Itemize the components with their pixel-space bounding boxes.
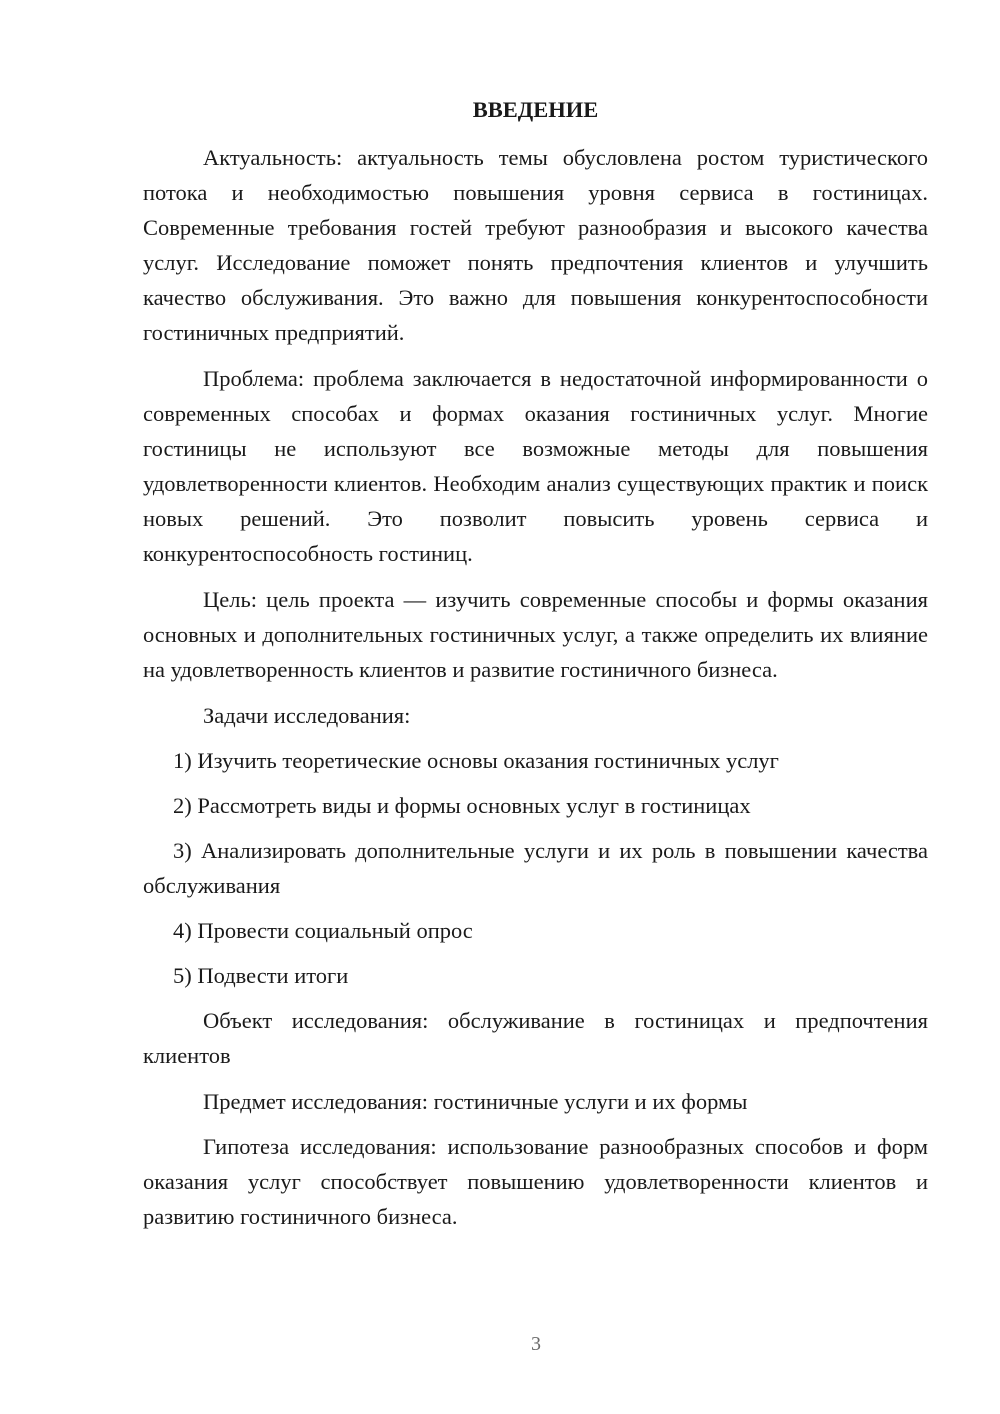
hypothesis-paragraph: Гипотеза исследования: использование разнообразных способов и форм оказания услуг способствует повышению удовлетворенности клиентов и развитию гостиничного бизнеса.	[143, 1134, 928, 1229]
research-object-paragraph: Объект исследования: обслуживание в гостиницах и предпочтения клиентов	[143, 1008, 928, 1068]
document-page	[143, 94, 928, 1245]
tasks-list	[143, 743, 928, 993]
problem-paragraph: Проблема: проблема заключается в недостаточной информированности о современных способах и формах оказания гостиничных услуг. Многие гостиницы не используют все возможные методы для повышения удовлетворенности клиентов. Необходим анализ существующих практик и поиск новых решений. Это позволит повысить уровень сервиса и конкурентоспособность гостиниц.	[143, 366, 928, 566]
list-item: 2) Рассмотреть виды и формы основных услуг в гостиницах	[173, 793, 751, 818]
page-number: 3	[531, 1333, 541, 1355]
list-item: 5) Подвести итоги	[173, 963, 349, 988]
list-item: 3) Анализировать дополнительные услуги и их роль в повышении качества обслуживания	[143, 838, 928, 898]
tasks-heading: Задачи исследования:	[203, 703, 411, 728]
list-item: 4) Провести социальный опрос	[173, 918, 473, 943]
goal-paragraph: Цель: цель проекта — изучить современные способы и формы оказания основных и дополнительных гостиничных услуг, а также определить их влияние на удовлетворенность клиентов и развитие гостиничного бизнеса.	[143, 587, 928, 682]
research-subject-paragraph: Предмет исследования: гостиничные услуги и их формы	[203, 1089, 748, 1114]
relevance-paragraph: Актуальность: актуальность темы обусловлена ростом туристического потока и необходимостью повышения уровня сервиса в гостиницах. Современные требования гостей требуют разнообразия и высокого качества услуг. Исследование поможет понять предпочтения клиентов и улучшить качество обслуживания. Это важно для повышения конкурентоспособности гостиничных предприятий.	[143, 145, 928, 345]
page-title: ВВЕДЕНИЕ	[472, 97, 599, 122]
list-item: 1) Изучить теоретические основы оказания гостиничных услуг	[173, 748, 779, 773]
